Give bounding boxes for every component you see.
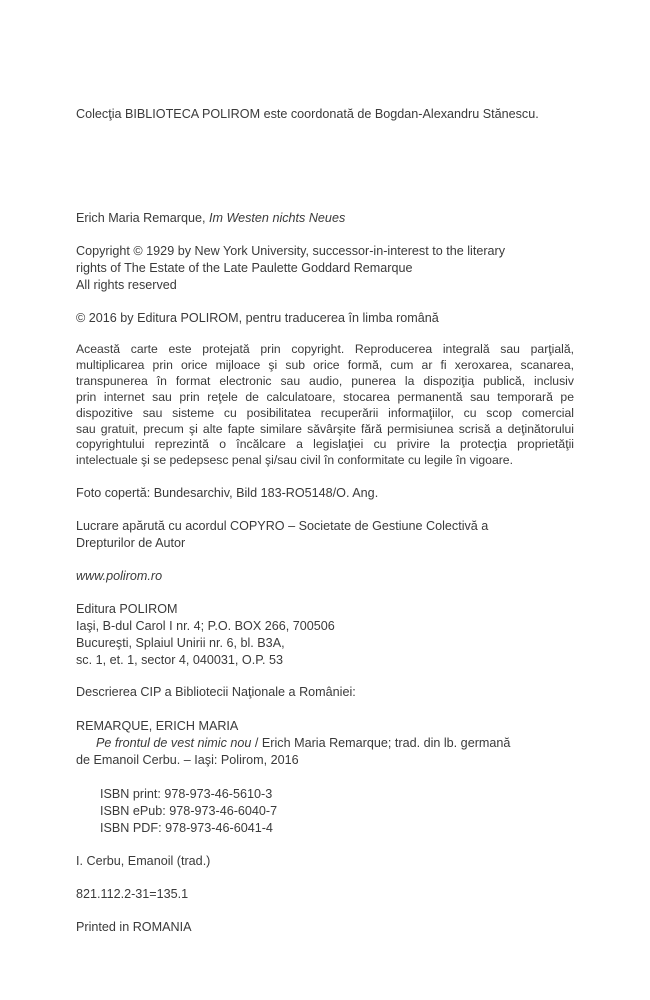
original-author: Erich Maria Remarque, (76, 211, 206, 225)
agreement-line-1: Lucrare apărută cu acordul COPYRO – Societate de Gestiune Colectivă a (76, 519, 489, 533)
isbn-print: ISBN print: 978-973-46-5610-3 (100, 787, 273, 801)
original-title-line (76, 210, 345, 227)
cip-heading: Descrierea CIP a Bibliotecii Naţionale a României: (76, 685, 356, 699)
legal-notice-line: dispozitive sau sisteme cu posibilitatea recuperării informaţiilor, cu scop comercial (76, 405, 574, 420)
collection-note: Colecţia BIBLIOTECA POLIROM este coordonată de Bogdan-Alexandru Stănescu. (76, 107, 539, 121)
legal-notice (76, 342, 574, 469)
cip-author-heading: REMARQUE, ERICH MARIA (76, 719, 239, 733)
copyright-original-3: All rights reserved (76, 278, 177, 292)
cip-title-rest: / Erich Maria Remarque; trad. din lb. germană (251, 736, 511, 750)
publisher-name: Editura POLIROM (76, 602, 178, 616)
cip-title: Pe frontul de vest nimic nou (96, 736, 252, 750)
cip-translator: I. Cerbu, Emanoil (trad.) (76, 854, 211, 868)
copyright-original-2: rights of The Estate of the Late Paulette Goddard Remarque (76, 261, 413, 275)
legal-notice-line: prin internet sau prin reţele de calculatoare, stocarea permanentă sau temporară pe (76, 389, 574, 404)
agreement-line-2: Drepturilor de Autor (76, 536, 186, 550)
copyright-original-1: Copyright © 1929 by New York University, successor-in-interest to the literary (76, 244, 506, 258)
copyright-translation: © 2016 by Editura POLIROM, pentru traducerea în limba română (76, 311, 439, 325)
legal-notice-line: transpunerea în format electronic sau audio, punerea la dispoziţia publică, inclusiv (76, 373, 574, 388)
legal-notice-line: Această carte este protejată prin copyright. Reproducerea integrală sau parţială, (76, 342, 574, 356)
publisher-address-sector: sc. 1, et. 1, sector 4, 040031, O.P. 53 (76, 653, 283, 667)
cip-title-line (96, 735, 510, 752)
cip-title-line-2: de Emanoil Cerbu. – Iaşi: Polirom, 2016 (76, 753, 299, 767)
isbn-epub: ISBN ePub: 978-973-46-6040-7 (100, 804, 278, 818)
legal-notice-line: copyrightului reprezintă o încălcare a legislaţiei cu privire la protecţia proprietăţii (76, 437, 574, 452)
publisher-address-iasi: Iaşi, B-dul Carol I nr. 4; P.O. BOX 266, 700506 (76, 619, 335, 633)
publisher-address-bucuresti: Bucureşti, Splaiul Unirii nr. 6, bl. B3A, (76, 636, 285, 650)
legal-notice-line: sau gratuit, precum şi alte fapte similare săvârşite fără permisiunea scrisă a deţinătorului (76, 421, 574, 436)
photo-credit: Foto copertă: Bundesarchiv, Bild 183-RO5148/O. Ang. (76, 486, 379, 500)
legal-notice-line: intelectuale şi se pedepsesc penal şi/sau civil în conformitate cu legile în vigoare. (76, 453, 513, 468)
legal-notice-line: multiplicarea prin orice mijloace şi sub orice formă, cum ar fi xeroxarea, scanarea, (76, 357, 574, 372)
printed-in: Printed in ROMANIA (76, 920, 192, 934)
cip-classification: 821.112.2-31=135.1 (76, 887, 189, 901)
original-title: Im Westen nichts Neues (208, 211, 346, 225)
website-link[interactable]: www.polirom.ro (76, 569, 163, 583)
isbn-pdf: ISBN PDF: 978-973-46-6041-4 (100, 821, 273, 835)
